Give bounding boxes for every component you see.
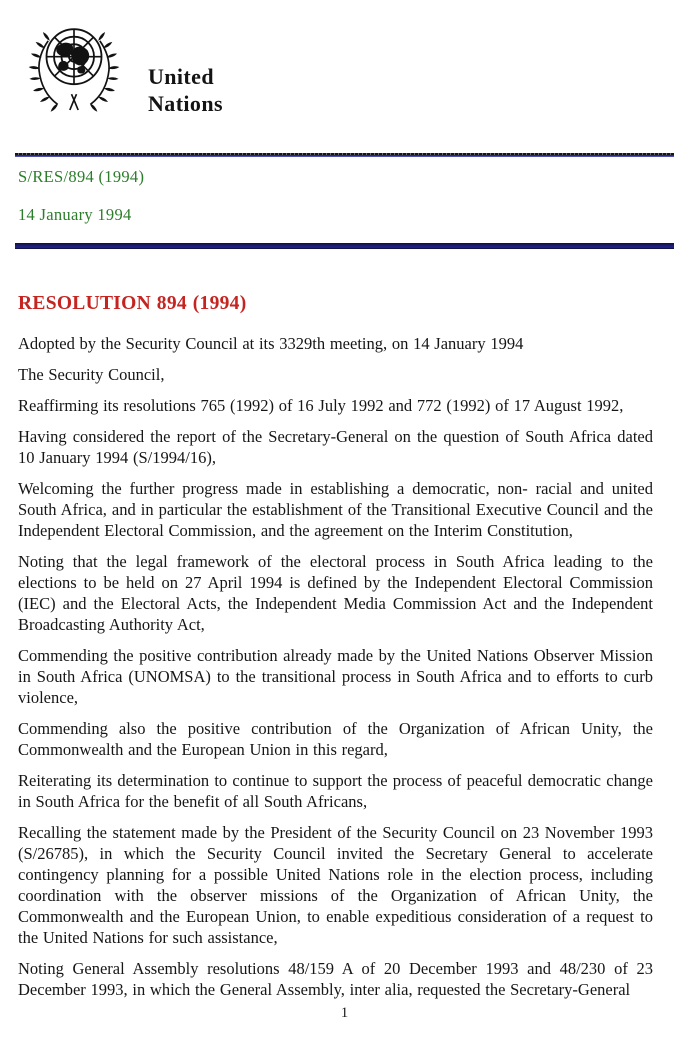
paragraph-reaffirming: Reaffirming its resolutions 765 (1992) of 16 July 1992 and 772 (1992) of 17 August 1992, bbox=[18, 396, 624, 415]
org-name-line1: United bbox=[148, 64, 214, 89]
doc-meta bbox=[18, 167, 689, 225]
header-divider-bottom bbox=[15, 243, 674, 249]
header-divider-top bbox=[15, 153, 674, 157]
masthead bbox=[0, 0, 689, 130]
doc-date: 14 January 1994 bbox=[18, 205, 132, 224]
paragraph-commending-also: Commending also the positive contribution of the Organization of African Unity, the Commonwealth and the European Union in this regard, bbox=[18, 719, 653, 759]
resolution-title: RESOLUTION 894 (1994) bbox=[18, 293, 247, 314]
paragraph-recalling: Recalling the statement made by the President of the Security Council on 23 November 1993 (S/26785), in which the Security Council invited the Secretary General to accelerate contingency planning for a possible United Nations role in the election process, including coordination with the observer missions of the Organization of African Unity, the Commonwealth and the European Union, to enable expeditious consideration of a request to the United Nations for such assistance, bbox=[18, 823, 653, 947]
page-footer bbox=[0, 1005, 689, 1022]
org-name-line2: Nations bbox=[148, 91, 223, 116]
paragraph-security-council: The Security Council, bbox=[18, 365, 165, 384]
paragraph-reiterating: Reiterating its determination to continue to support the process of peaceful democratic change in South Africa for the benefit of all South Africans, bbox=[18, 771, 653, 811]
paragraph-adopted: Adopted by the Security Council at its 3329th meeting, on 14 January 1994 bbox=[18, 334, 524, 353]
paragraph-noting-ga-resolutions: Noting General Assembly resolutions 48/159 A of 20 December 1993 and 48/230 of 23 December 1993, in which the General Assembly, inter alia, requested the Secretary-General bbox=[18, 959, 653, 999]
org-name bbox=[148, 63, 223, 117]
paragraph-having-considered: Having considered the report of the Secretary-General on the question of South Africa dated 10 January 1994 (S/1994/16), bbox=[18, 427, 653, 467]
page-number: 1 bbox=[340, 1005, 349, 1021]
un-emblem-icon bbox=[24, 12, 124, 118]
paragraph-noting-legal-framework: Noting that the legal framework of the electoral process in South Africa leading to the elections to be held on 27 April 1994 is defined by the Independent Electoral Commission (IEC) and the Electoral Acts, the Independent Media Commission Act and the Independent Broadcasting Authority Act, bbox=[18, 552, 653, 634]
doc-symbol: S/RES/894 (1994) bbox=[18, 167, 145, 186]
paragraph-commending-unomsa: Commending the positive contribution already made by the United Nations Observer Mission in South Africa (UNOMSA) to the transitional process in South Africa and to efforts to curb violence, bbox=[18, 646, 653, 707]
resolution-body bbox=[18, 293, 653, 1000]
paragraph-welcoming: Welcoming the further progress made in establishing a democratic, non- racial and united South Africa, and in particular the establishment of the Transitional Executive Council and the Independent Electoral Commission, and the agreement on the Interim Constitution, bbox=[18, 479, 653, 540]
